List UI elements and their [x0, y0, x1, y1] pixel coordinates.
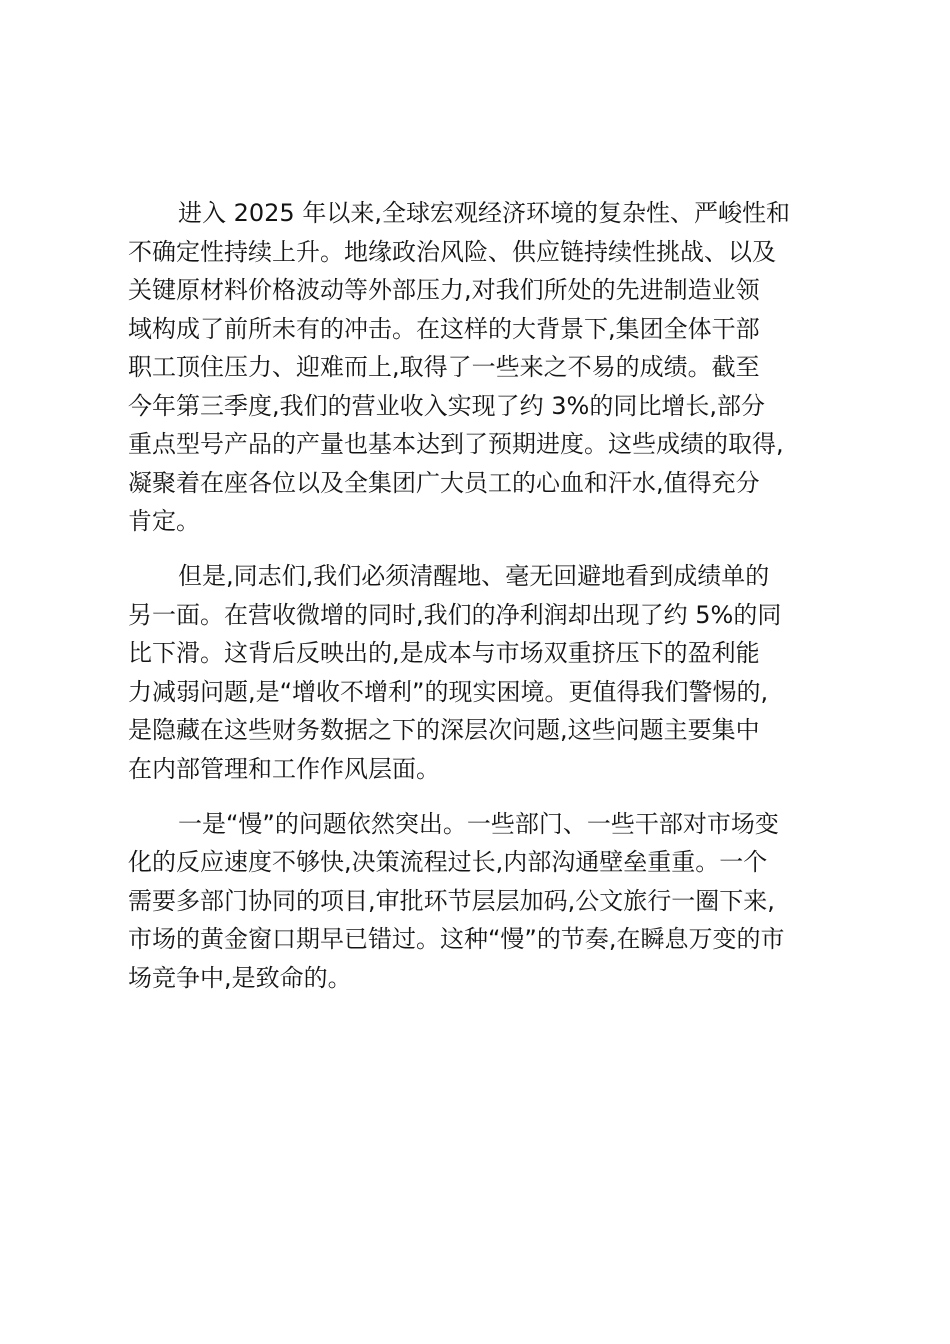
text-line: 进入 2025 年以来,全球宏观经济环境的复杂性、严峻性和: [178, 199, 790, 227]
text-line: 需要多部门协同的项目,审批环节层层加码,公文旅行一圈下来,: [128, 886, 775, 915]
text-line: 化的反应速度不够快,决策流程过长,内部沟通壁垒重重。一个: [128, 848, 768, 876]
text-line: 关键原材料价格波动等外部压力,对我们所处的先进制造业领: [128, 276, 760, 304]
text-line: 是隐藏在这些财务数据之下的深层次问题,这些问题主要集中: [128, 716, 760, 744]
text-line: 一是“慢”的问题依然突出。一些部门、一些干部对市场变: [178, 809, 779, 838]
text-line: 在内部管理和工作作风层面。: [128, 754, 440, 783]
text-line: 不确定性持续上升。地缘政治风险、供应链持续性挑战、以及: [128, 237, 776, 266]
text-line: 重点型号产品的产量也基本达到了预期进度。这些成绩的取得,: [128, 430, 784, 458]
text-line: 比下滑。这背后反映出的,是成本与市场双重挤压下的盈利能: [128, 639, 760, 667]
text-line: 场竞争中,是致命的。: [128, 963, 352, 992]
text-line: 肯定。: [128, 507, 200, 535]
text-line: 力减弱问题,是“增收不增利”的现实困境。更值得我们警惕的,: [128, 677, 769, 706]
text-line: 职工顶住压力、迎难而上,取得了一些来之不易的成绩。截至: [128, 353, 760, 381]
document-body: [128, 194, 828, 1014]
paragraph-slow-problem: [128, 805, 828, 998]
paragraph-profit-decline: [128, 557, 828, 788]
text-line: 域构成了前所未有的冲击。在这样的大背景下,集团全体干部: [128, 314, 760, 343]
text-line: 凝聚着在座各位以及全集团广大员工的心血和汗水,值得充分: [128, 468, 760, 497]
text-line: 市场的黄金窗口期早已错过。这种“慢”的节奏,在瞬息万变的市: [128, 925, 785, 953]
text-line: 另一面。在营收微增的同时,我们的净利润却出现了约 5%的同: [128, 600, 782, 629]
text-line: 今年第三季度,我们的营业收入实现了约 3%的同比增长,部分: [128, 391, 765, 420]
text-line: 但是,同志们,我们必须清醒地、毫无回避地看到成绩单的: [178, 562, 770, 590]
paragraph-economic-environment: [128, 194, 828, 541]
